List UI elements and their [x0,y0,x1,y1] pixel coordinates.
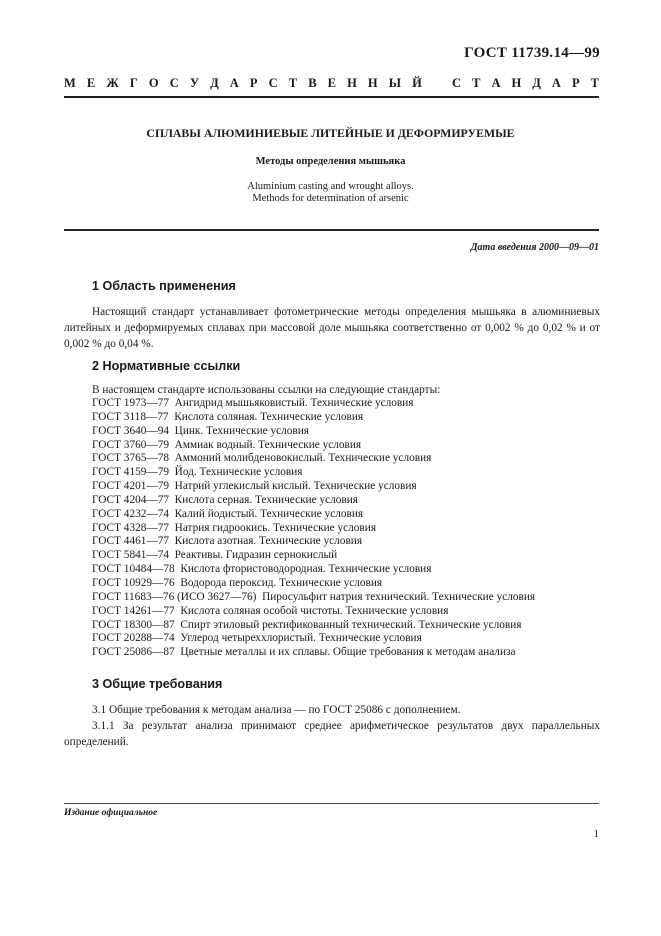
reference-item [92,535,600,549]
reference-code: ГОСТ 11683—76 (ИСО 3627—76) [92,590,257,603]
general-requirements-3-1-1: 3.1.1 За результат анализа принимают среднее арифметическое результатов двух параллельных определений. [64,720,600,748]
banner-right-letter: А [491,76,501,90]
page-number: 1 [593,828,599,840]
reference-title: Спирт этиловый ректификованный технический. Технические условия [180,618,522,631]
banner-left-letter: Е [327,76,336,90]
banner-left-letter: Т [288,76,298,90]
reference-code: ГОСТ 4328—77 [92,521,169,534]
reference-code: ГОСТ 4232—74 [92,507,169,520]
reference-title: Йод. Технические условия [174,466,303,479]
section-general-heading: 3 Общие требования [92,677,223,691]
reference-title: Аммоний молибденовокислый. Технические условия [174,452,432,465]
banner-left-letter: Г [129,76,138,90]
reference-code: ГОСТ 5841—74 [92,549,169,562]
reference-code: ГОСТ 25086—87 [92,646,175,659]
document-number: ГОСТ 11739.14—99 [464,45,600,61]
banner-left-letter: С [169,76,179,90]
reference-code: ГОСТ 4204—77 [92,493,169,506]
reference-item [92,549,600,563]
reference-item [92,466,600,480]
banner-right-letter: Т [590,76,599,90]
reference-code: ГОСТ 14261—77 [92,604,175,617]
banner-right-letter: Т [472,76,481,90]
reference-item [92,397,600,411]
reference-title: Калий йодистый. Технические условия [174,507,364,520]
banner-word-standard [452,76,599,91]
banner-right-letter: Д [532,76,541,90]
banner-left-letter: Д [210,76,219,90]
reference-item [92,439,600,453]
reference-item [92,577,600,591]
reference-code: ГОСТ 4201—79 [92,480,169,493]
reference-item [92,452,600,466]
reference-title: Цветные металлы и их сплавы. Общие требования к методам анализа [180,646,516,659]
section-scope [64,278,600,352]
banner-left-letter: Н [347,76,357,90]
document-title: СПЛАВЫ АЛЮМИНИЕВЫЕ ЛИТЕЙНЫЕ И ДЕФОРМИРУЕМЫЕ [146,126,515,140]
reference-title: Кислота азотная. Технические условия [174,535,363,548]
general-requirements-3-1: 3.1 Общие требования к методам анализа — по ГОСТ 25086 с дополнением. [92,704,461,716]
reference-title: Кислота соляная особой чистоты. Технические условия [180,604,449,617]
banner-left-letter: М [64,76,76,90]
reference-title: Реактивы. Гидразин сернокислый [174,549,338,562]
reference-item [92,605,600,619]
reference-code: ГОСТ 4461—77 [92,535,169,548]
english-title-line-1: Aluminium casting and wrought alloys. [247,181,414,192]
reference-item [92,632,600,646]
reference-code: ГОСТ 4159—79 [92,466,169,479]
standard-banner [64,74,599,98]
reference-code: ГОСТ 20288—74 [92,632,175,645]
document-subtitle: Методы определения мышьяка [255,156,406,167]
reference-title: Кислота соляная. Технические условия [174,410,364,423]
banner-right-letter: Р [571,76,580,90]
section-normative-references [64,358,600,660]
reference-code: ГОСТ 3640—94 [92,424,169,437]
reference-title: Углерод четыреххлористый. Технические условия [180,632,422,645]
reference-title: Цинк. Технические условия [174,424,310,437]
banner-left-letter: Ж [106,76,119,90]
reference-title: Аммиак водный. Технические условия [174,438,362,451]
banner-left-letter: У [189,76,199,90]
banner-right-letter: А [551,76,561,90]
reference-title: Кислота фтористоводородная. Технические условия [180,563,432,576]
banner-right-letter: Н [511,76,522,90]
banner-left-letter: Н [367,76,378,90]
section-references-heading: 2 Нормативные ссылки [92,359,241,373]
banner-left-letter: В [308,76,317,90]
reference-item [92,508,600,522]
reference-item [92,494,600,508]
reference-item [92,480,600,494]
references-intro: В настоящем стандарте использованы ссылки на следующие стандарты: [92,384,441,396]
introduction-date: Дата введения 2000—09—01 [470,242,599,253]
banner-left-letter: Е [86,76,96,90]
footer-divider [64,803,599,804]
reference-item [92,563,600,577]
reference-item [92,591,600,605]
reference-code: ГОСТ 3760—79 [92,438,169,451]
banner-left-letter: О [148,76,159,90]
official-edition-label: Издание официальное [64,808,158,818]
english-title [0,181,661,205]
reference-title: Ангидрид мышьяковистый. Технические условия [174,397,414,409]
reference-item [92,619,600,633]
reference-code: ГОСТ 10484—78 [92,563,175,576]
reference-code: ГОСТ 3118—77 [92,410,169,423]
reference-title: Пиросульфит натрия технический. Технические условия [262,590,536,603]
title-divider [64,229,599,231]
references-list [64,397,600,660]
banner-left-letter: Ы [388,76,402,90]
reference-code: ГОСТ 3765—78 [92,452,169,465]
reference-item [92,411,600,425]
reference-item [92,646,600,660]
reference-item [92,522,600,536]
banner-left-letter: Р [249,76,258,90]
reference-title: Натрий углекислый кислый. Технические условия [174,480,417,493]
section-scope-text: Настоящий стандарт устанавливает фотометрические методы определения мышьяка в алюминиевых литейных и деформируемых сплавах при массовой доле мышьяка соответственно от 0,002 % до 0,02 % и от 0,002 % до 0,04 %. [64,306,600,350]
english-title-line-2: Methods for determination of arsenic [252,193,409,204]
banner-word-interstate [64,76,422,91]
reference-code: ГОСТ 1973—77 [92,397,169,409]
banner-left-letter: Й [412,76,422,90]
banner-left-letter: С [268,76,278,90]
reference-title: Кислота серная. Технические условия [174,493,358,506]
section-scope-heading: 1 Область применения [92,279,236,293]
reference-title: Натрия гидроокись. Технические условия [174,521,377,534]
reference-code: ГОСТ 10929—76 [92,576,175,589]
reference-code: ГОСТ 18300—87 [92,618,175,631]
reference-item [92,425,600,439]
banner-left-letter: А [229,76,239,90]
section-general-requirements [64,676,600,750]
reference-title: Водорода пероксид. Технические условия [180,576,383,589]
banner-right-letter: С [452,76,462,90]
